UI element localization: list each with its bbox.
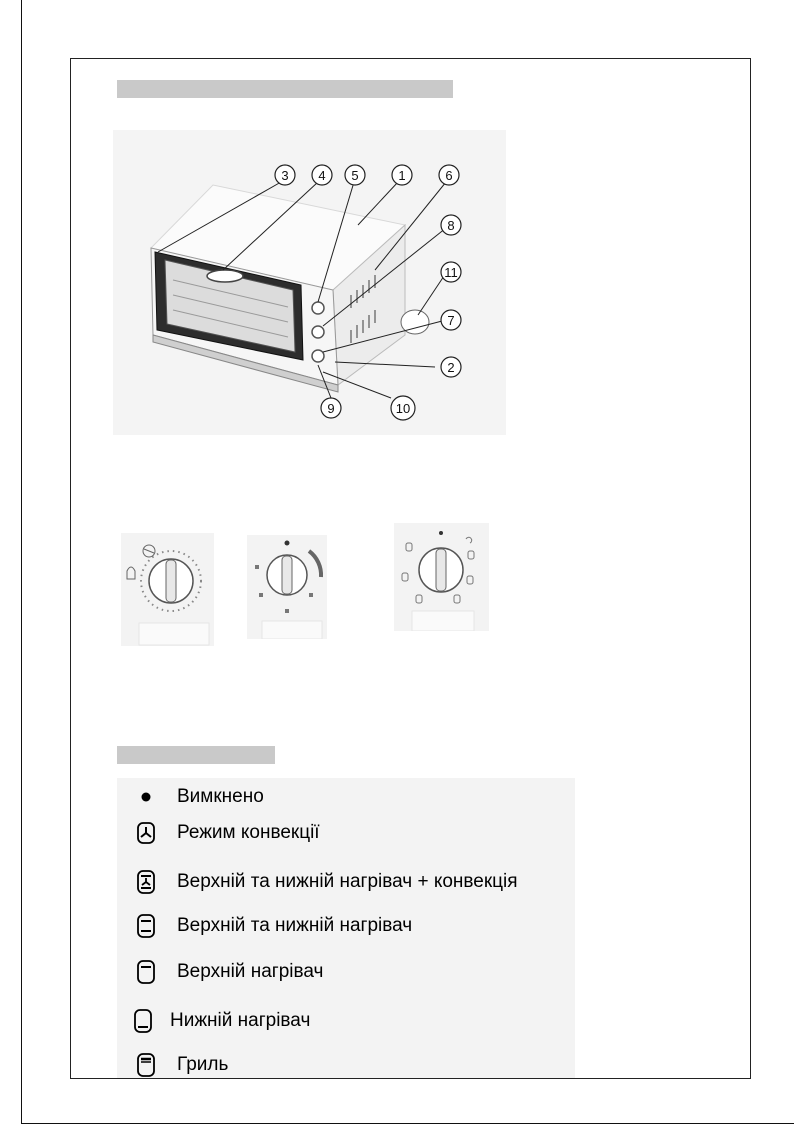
temperature-arc [309, 551, 321, 577]
top-bottom-heater-icon [135, 913, 157, 939]
convection-icon [135, 820, 157, 846]
mode-knob-panel [394, 523, 489, 631]
legend-item [135, 820, 320, 846]
callout-label: 1 [398, 168, 406, 183]
page-border-left [21, 0, 22, 1124]
timer-knob-panel [121, 533, 214, 646]
legend-label: Верхній нагрівач [177, 961, 324, 982]
legend-label: Верхній та нижній нагрівач + конвекція [177, 871, 518, 892]
temperature-knob-panel [247, 535, 327, 639]
hand-icon [127, 567, 135, 579]
callout-label: 6 [445, 168, 453, 183]
top-bottom-convection-icon [135, 869, 157, 895]
page-border-bottom [21, 1123, 794, 1124]
legend-item [132, 1008, 310, 1034]
legend-item [135, 1052, 228, 1078]
callout-label: 2 [447, 360, 455, 375]
section-heading-modes-bar [117, 746, 275, 764]
oven-door-handle [207, 270, 243, 282]
legend-label: Режим конвекції [177, 822, 320, 843]
legend-label: Вимкнено [177, 786, 264, 807]
legend-item [135, 913, 412, 939]
legend-item [135, 959, 323, 985]
callout-label: 5 [351, 168, 359, 183]
legend-item [135, 784, 264, 810]
callout-label: 10 [395, 401, 411, 416]
callout-label: 4 [318, 168, 326, 183]
off-dot-icon [135, 784, 157, 810]
callout-label: 11 [444, 265, 458, 280]
bottom-heater-icon [132, 1008, 154, 1034]
oven-illustration [113, 130, 506, 435]
callout-label: 7 [447, 313, 455, 328]
grill-icon [135, 1052, 157, 1078]
legend-label: Гриль [177, 1054, 229, 1075]
legend-item [135, 869, 518, 895]
control-knobs [312, 302, 324, 362]
legend-label: Верхній та нижній нагрівач [177, 915, 413, 936]
section-heading-description-bar [117, 80, 453, 98]
top-heater-icon [135, 959, 157, 985]
callout-label: 3 [281, 168, 289, 183]
legend-label: Нижній нагрівач [170, 1010, 311, 1031]
callout-label: 9 [327, 401, 335, 416]
callout-label: 8 [447, 218, 455, 233]
